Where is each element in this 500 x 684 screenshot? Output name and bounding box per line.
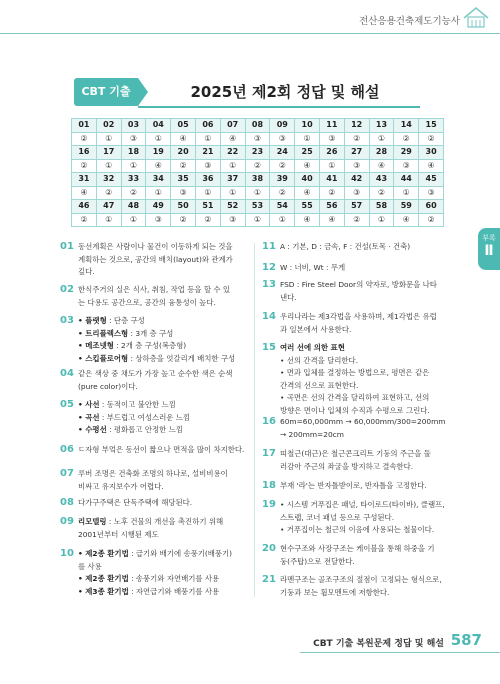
explanation-body [78,241,250,279]
question-number-cell: 02 [96,119,121,133]
bullet-text: : 자연급기와 배풍기를 사용 [128,586,220,596]
answer-cell: ② [270,159,295,173]
question-number-cell: 36 [195,173,220,187]
question-number-cell: 57 [344,200,369,214]
question-number-cell: 51 [195,200,220,214]
question-number: 16 [262,416,276,427]
question-number-cell: 55 [295,200,320,214]
grid-number-row [72,146,444,160]
question-number-cell: 22 [220,146,245,160]
question-number: 10 [60,548,74,559]
question-number-cell: 12 [344,119,369,133]
question-number-cell: 54 [270,200,295,214]
question-number: 05 [60,399,74,410]
question-number-cell: 45 [419,173,444,187]
explanation-line: 2001년부터 시행된 제도 [78,529,159,539]
answer-cell: ② [270,186,295,200]
answer-cell: ① [369,213,394,227]
answer-cell: ② [72,132,97,146]
question-number-cell: 30 [419,146,444,160]
answer-cell: ④ [394,213,419,227]
bullet-text: • 선의 간격을 달리한다. [280,355,359,365]
question-number-cell: 43 [369,173,394,187]
answer-cell: ② [171,213,196,227]
answer-cell: ② [72,159,97,173]
grid-answer-row [72,132,444,146]
page-title: 2025년 제2회 정답 및 해설 [190,83,380,101]
question-number-cell: 21 [195,146,220,160]
answer-cell: ④ [295,213,320,227]
explanation-body [280,448,448,473]
answer-cell: ② [369,186,394,200]
bullet-text: : 송풍기와 자연배기를 사용 [128,574,220,583]
answer-cell: ② [96,186,121,200]
explanation-body [78,548,250,598]
question-number-cell: 59 [394,200,419,214]
bullet-line [280,355,448,368]
footer-rule [300,652,500,653]
answer-cell: ④ [369,159,394,173]
explanation-line: 60m=60,000mm → 60,000mm/300=200mm [280,417,446,426]
question-number: 14 [262,311,276,322]
question-number: 13 [262,279,276,290]
bullet-text: 간격의 선으로 표현한다. [280,380,359,390]
bullet-line [78,353,250,366]
answer-cell: ② [419,132,444,146]
grid-number-row [72,119,444,133]
explanation-heading: 여러 선에 의한 표현 [280,343,345,352]
explanation-body [78,444,250,457]
question-number-cell: 42 [344,173,369,187]
question-number: 06 [60,444,74,455]
explanation-line: 러감아 주근의 좌굴을 방지하고 결속한다. [280,461,414,471]
explanation-line: 우리나라는 제3각법을 사용하며, 제1각법은 유럽 [280,312,437,321]
bullet-term: • 스킵플로어형 [78,353,129,363]
question-number-cell: 23 [245,146,270,160]
page-header [0,0,500,62]
explanation-body [280,311,448,336]
answer-cell: ② [121,186,146,200]
question-number-cell: 49 [146,200,171,214]
bullet-text: 를 사용 [78,561,102,571]
bullet-term: • 수평선 [78,425,107,434]
question-number-cell: 05 [171,119,196,133]
explanation-body [78,315,250,365]
appendix-tab[interactable] [478,228,500,270]
answer-cell: ③ [195,159,220,173]
question-number-cell: 19 [146,146,171,160]
bullet-term: • 메조넷형 [78,341,114,350]
explanation-body [280,480,448,493]
question-number-cell: 33 [121,173,146,187]
term-text: : 노후 건물의 개선을 촉진하기 위해 [106,517,224,526]
bullet-line [280,392,448,405]
question-number-cell: 24 [270,146,295,160]
question-number-cell: 17 [96,146,121,160]
answer-cell: ① [270,213,295,227]
answer-cell: ② [245,159,270,173]
question-number: 08 [60,497,74,508]
question-number-cell: 16 [72,146,97,160]
answer-cell: ① [96,132,121,146]
bullet-line [280,380,448,393]
question-number-cell: 07 [220,119,245,133]
bullet-line [78,340,250,353]
question-number-cell: 01 [72,119,97,133]
answer-cell: ① [369,132,394,146]
question-number: 20 [262,543,276,554]
explanation-body [78,284,250,309]
answer-cell: ③ [121,132,146,146]
bullet-line [78,424,250,437]
question-number: 11 [262,241,276,252]
question-number-cell: 48 [121,200,146,214]
explanation-line: 비싸고 유지보수가 어렵다. [78,481,164,491]
page-number: 587 [450,631,482,649]
explanation-body [280,241,448,254]
bullet-line [78,328,250,341]
bullet-line [280,512,448,525]
answer-cell: ① [195,186,220,200]
question-number-cell: 03 [121,119,146,133]
bullet-text: : 3개 층 구성 [128,328,174,338]
question-number-cell: 18 [121,146,146,160]
answer-cell: ② [195,213,220,227]
answer-cell: ④ [419,159,444,173]
question-number-cell: 35 [171,173,196,187]
question-number-cell: 46 [72,200,97,214]
title-underline [138,106,420,108]
question-number-cell: 34 [146,173,171,187]
answer-cell: ④ [295,186,320,200]
house-logo-icon [462,6,490,28]
answer-cell: ② [419,213,444,227]
question-number-cell: 09 [270,119,295,133]
explanation-line: → 200mm=20cm [280,429,344,439]
question-number-cell: 53 [245,200,270,214]
question-number-cell: 08 [245,119,270,133]
question-number: 02 [60,284,74,295]
bullet-term: • 사선 [78,400,100,409]
question-number-cell: 38 [245,173,270,187]
bullet-term: • 트리플렉스형 [78,328,129,338]
appendix-tab-numeral: Ⅱ [484,243,494,259]
bullet-term: • 곡선 [78,412,100,422]
explanation-line: 기둥과 보는 휨모멘트에 저항한다. [280,587,390,597]
explanation-line: ㄷ자형 부엌은 동선이 짧으나 면적을 많이 차지한다. [78,445,245,454]
question-number-cell: 60 [419,200,444,214]
question-number: 19 [262,499,276,510]
bullet-text: 방향은 면이나 입체의 수직과 수평으로 그린다. [280,405,430,415]
bullet-text: : 2개 층 구성(복층형) [113,341,187,350]
question-number: 21 [262,574,276,585]
answer-cell: ③ [245,132,270,146]
answer-cell: ② [344,213,369,227]
explanation-line: 는 다용도 공간으로, 공간의 융통성이 높다. [78,297,216,307]
answer-cell: ④ [295,159,320,173]
grid-answer-row [72,159,444,173]
question-number-cell: 20 [171,146,196,160]
explanation-line: 현수구조와 사장구조는 케이블을 통해 하중을 기 [280,544,435,553]
appendix-tab-label: 부록 [482,234,496,242]
question-number-cell: 04 [146,119,171,133]
answer-cell: ① [96,213,121,227]
answer-cell: ① [319,159,344,173]
question-number: 18 [262,480,276,491]
answer-cell: ① [245,213,270,227]
answer-cell: ① [146,132,171,146]
question-number-cell: 27 [344,146,369,160]
bullet-line [78,586,250,599]
bullet-text: : 동적이고 불안한 느낌 [99,400,176,409]
answer-cell: ③ [319,132,344,146]
question-number: 07 [60,468,74,479]
answer-cell: ① [220,186,245,200]
bullet-line [78,412,250,425]
question-number-cell: 29 [394,146,419,160]
explanation-body [280,499,448,537]
answer-cell: ④ [146,159,171,173]
column-divider [254,243,255,597]
term-label: 리모델링 [78,517,107,526]
question-number: 17 [262,448,276,459]
explanation-line: 깊다. [78,267,95,276]
bullet-text: : 상하층을 엇갈리게 배치한 구성 [128,353,236,363]
footer-text: CBT 기출 복원문제 정답 및 해설 [313,639,444,649]
answer-cell: ② [344,132,369,146]
bullet-term: • 플랫형 [78,316,107,325]
question-number-cell: 15 [419,119,444,133]
explanation-body [78,468,250,493]
question-number-cell: 26 [319,146,344,160]
bullet-term: • 제2종 환기법 [78,549,129,558]
explanation-body [280,342,448,417]
question-number: 12 [262,262,276,273]
explanation-body [280,279,448,304]
answer-cell: ③ [146,213,171,227]
question-number-cell: 25 [295,146,320,160]
grid-number-row [72,173,444,187]
answer-cell: ④ [220,132,245,146]
bullet-line [78,548,250,561]
bullet-text: 스트랩, 코너 패널 등으로 구성된다. [280,512,395,522]
question-number: 03 [60,315,74,326]
explanation-body [78,516,250,541]
explanation-line: 한식주거의 실은 식사, 취침, 작업 등을 할 수 있 [78,285,231,294]
question-number-cell: 56 [319,200,344,214]
bullet-line [78,573,250,586]
question-number: 04 [60,368,74,379]
grid-number-row [72,200,444,214]
answer-cell: ① [146,186,171,200]
answer-cell: ② [394,132,419,146]
answer-cell: ③ [344,186,369,200]
answer-cell: ① [96,159,121,173]
bullet-line [280,524,448,537]
explanation-line: 라멘구조는 골조구조의 절점이 고정되는 형식으로, [280,575,442,584]
explanation-line: 동선계획은 사람이나 물건이 이동하게 되는 것을 [78,242,233,251]
answer-cell: ④ [72,186,97,200]
bullet-term: • 제2종 환기법 [78,574,129,583]
header-rule [0,33,500,34]
bullet-line [280,367,448,380]
question-number-cell: 50 [171,200,196,214]
question-number-cell: 32 [96,173,121,187]
answer-cell: ③ [220,213,245,227]
explanation-line: 루버 조명은 건축화 조명의 하나로, 설비비용이 [78,469,228,478]
grid-answer-row [72,186,444,200]
explanation-line: 낸다. [280,292,297,302]
bullet-text: : 부드럽고 여성스러운 느낌 [99,412,190,422]
question-number-cell: 41 [319,173,344,187]
explanation-line: 부재 '라'는 반자틀받이로, 반자틀을 고정한다. [280,481,427,490]
bullet-text: • 곡면은 선의 간격을 달리하여 표현하고, 선의 [280,393,430,402]
explanation-body [280,416,448,441]
answer-cell: ① [121,159,146,173]
answer-cell: ② [72,213,97,227]
explanation-body [78,497,250,510]
explanation-line: (pure color)이다. [78,381,138,391]
question-number-cell: 31 [72,173,97,187]
question-number-cell: 28 [369,146,394,160]
bullet-line [78,399,250,412]
explanation-line: 다가구주택은 단독주택에 해당된다. [78,498,193,507]
explanation-line: 계획하는 것으로, 공간의 배치(layout)와 관계가 [78,254,233,264]
bullet-line [78,315,250,328]
answer-cell: ③ [419,186,444,200]
answer-cell: ① [220,159,245,173]
answer-cell: ① [295,132,320,146]
grid-answer-row [72,213,444,227]
question-number: 15 [262,342,276,353]
answer-cell: ① [121,213,146,227]
bullet-line [280,499,448,512]
answer-cell: ① [245,186,270,200]
question-number-cell: 58 [369,200,394,214]
answer-cell: ② [319,186,344,200]
question-number-cell: 14 [394,119,419,133]
explanation-body [280,574,448,599]
question-number-cell: 37 [220,173,245,187]
answer-cell: ④ [171,132,196,146]
explanation-line: A : 기본, D : 금속, F : 건설(토목 · 건축) [280,242,411,251]
explanation-line: 같은 색상 중 채도가 가장 높고 순수한 색은 순색 [78,369,233,378]
question-number-cell: 40 [295,173,320,187]
question-number-cell: 47 [96,200,121,214]
answer-cell: ① [195,132,220,146]
explanation-body [78,399,250,437]
cbt-tag: CBT 기출 [74,78,138,106]
answer-grid [71,118,444,227]
bullet-text: : 단층 구성 [106,316,145,325]
answer-cell: ② [171,159,196,173]
bullet-text: : 평화롭고 안정한 느낌 [106,425,183,434]
answer-cell: ④ [319,213,344,227]
answer-cell: ③ [344,159,369,173]
bullet-text: • 면과 입체를 결정하는 방법으로, 평면은 같은 [280,368,430,377]
explanation-line: 띠철근(대근)은 철근콘크리트 기둥의 주근을 둘 [280,449,431,458]
explanation-line: 과 일본에서 사용한다. [280,324,352,334]
explanation-line: 둥(주탑)으로 전달한다. [280,556,355,566]
explanation-body [78,368,250,393]
title-banner [74,78,414,106]
explanation-body [280,262,448,275]
bullet-text: : 급기와 배기에 송풍기(배풍기) [128,549,233,558]
question-number-cell: 13 [369,119,394,133]
question-number-cell: 39 [270,173,295,187]
answer-cell: ③ [270,132,295,146]
explanation-line [78,516,250,529]
question-number-cell: 52 [220,200,245,214]
answer-cell: ③ [171,186,196,200]
question-number-cell: 11 [319,119,344,133]
question-number-cell: 06 [195,119,220,133]
question-number: 01 [60,241,74,252]
bullet-text: • 시스템 거푸집은 패널, 타이로드(타이바), 클램프, [280,500,445,509]
book-title: 전산응용건축제도기능사 [359,16,460,27]
explanation-body [280,543,448,568]
bullet-line [78,561,250,574]
bullet-term: • 제3종 환기법 [78,586,129,596]
answer-cell: ① [394,186,419,200]
explanation-line: W : 너비, Wt : 무게 [280,263,346,272]
explanation-line: FSD : Fire Steel Door의 약자로, 방화문을 나타 [280,280,437,289]
bullet-text: • 거푸집이는 철근의 이음에 사용되는 철물이다. [280,525,435,534]
question-number-cell: 44 [394,173,419,187]
question-number-cell: 10 [295,119,320,133]
answer-cell: ③ [394,159,419,173]
question-number: 09 [60,516,74,527]
